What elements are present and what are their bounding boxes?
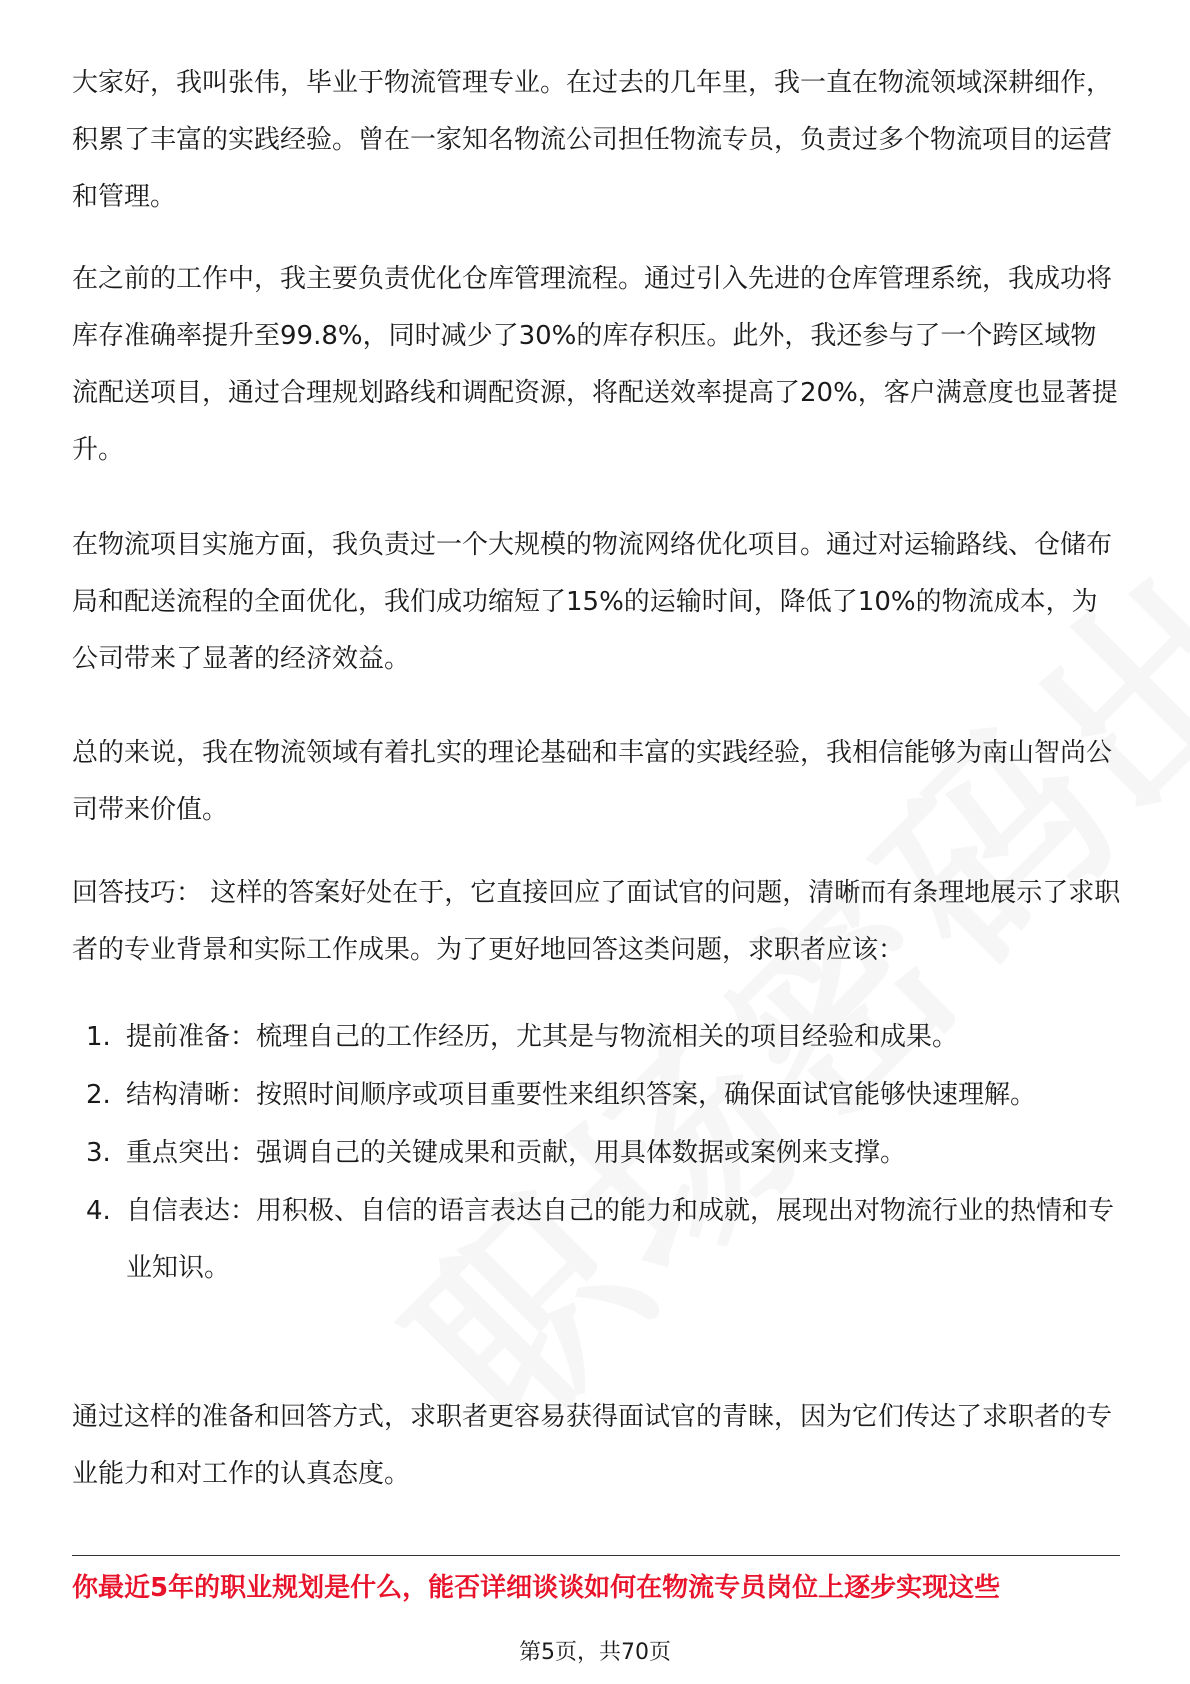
answer-paragraph-intro: 大家好，我叫张伟，毕业于物流管理专业。在过去的几年里，我一直在物流领域深耕细作，积累了丰富的实践经验。曾在一家知名物流公司担任物流专员，负责过多个物流项目的运营和管理。 (72, 68, 1113, 212)
answer-paragraph-warehouse: 在之前的工作中，我主要负责优化仓库管理流程。通过引入先进的仓库管理系统，我成功将库存准确率提升至99.8%，同时减少了30%的库存积压。此外，我还参与了一个跨区域物流配送项目，通过合理规划路线和调配资源，将配送效率提高了20%，客户满意度也显著提升。 (72, 264, 1118, 465)
list-number: 2. (86, 1080, 111, 1110)
list-item (72, 1067, 1122, 1124)
list-text: 提前准备：梳理自己的工作经历，尤其是与物流相关的项目经验和成果。 (126, 1022, 959, 1052)
page-number: 第5页，共70页 (519, 1640, 671, 1665)
tips-list (72, 1009, 1122, 1298)
list-number: 3. (86, 1138, 111, 1168)
answer-paragraph-summary: 总的来说，我在物流领域有着扎实的理论基础和丰富的实践经验，我相信能够为南山智尚公司带来价值。 (72, 738, 1113, 825)
list-text: 结构清晰：按照时间顺序或项目重要性来组织答案，确保面试官能够快速理解。 (126, 1080, 1037, 1110)
next-question-heading: 你最近5年的职业规划是什么，能否详细谈谈如何在物流专员岗位上逐步实现这些 (72, 1573, 1001, 1603)
answer-paragraph-conclusion: 通过这样的准备和回答方式，求职者更容易获得面试官的青睐，因为它们传达了求职者的专业能力和对工作的认真态度。 (72, 1402, 1113, 1489)
list-item (72, 1009, 1122, 1066)
list-number: 1. (86, 1022, 111, 1052)
answer-tips-intro: 回答技巧： 这样的答案好处在于，它直接回应了面试官的问题，清晰而有条理地展示了求职者的专业背景和实际工作成果。为了更好地回答这类问题，求职者应该： (72, 878, 1121, 965)
list-text: 自信表达：用积极、自信的语言表达自己的能力和成就，展现出对物流行业的热情和专业知识。 (126, 1196, 1115, 1283)
list-text: 重点突出：强调自己的关键成果和贡献，用具体数据或案例来支撑。 (126, 1138, 907, 1168)
list-number: 4. (86, 1196, 111, 1226)
section-divider (72, 1555, 1120, 1556)
list-item (72, 1183, 1122, 1297)
list-item (72, 1125, 1122, 1182)
answer-paragraph-project: 在物流项目实施方面，我负责过一个大规模的物流网络优化项目。通过对运输路线、仓储布局和配送流程的全面优化，我们成功缩短了15%的运输时间，降低了10%的物流成本，为公司带来了显著的经济效益。 (72, 530, 1113, 674)
